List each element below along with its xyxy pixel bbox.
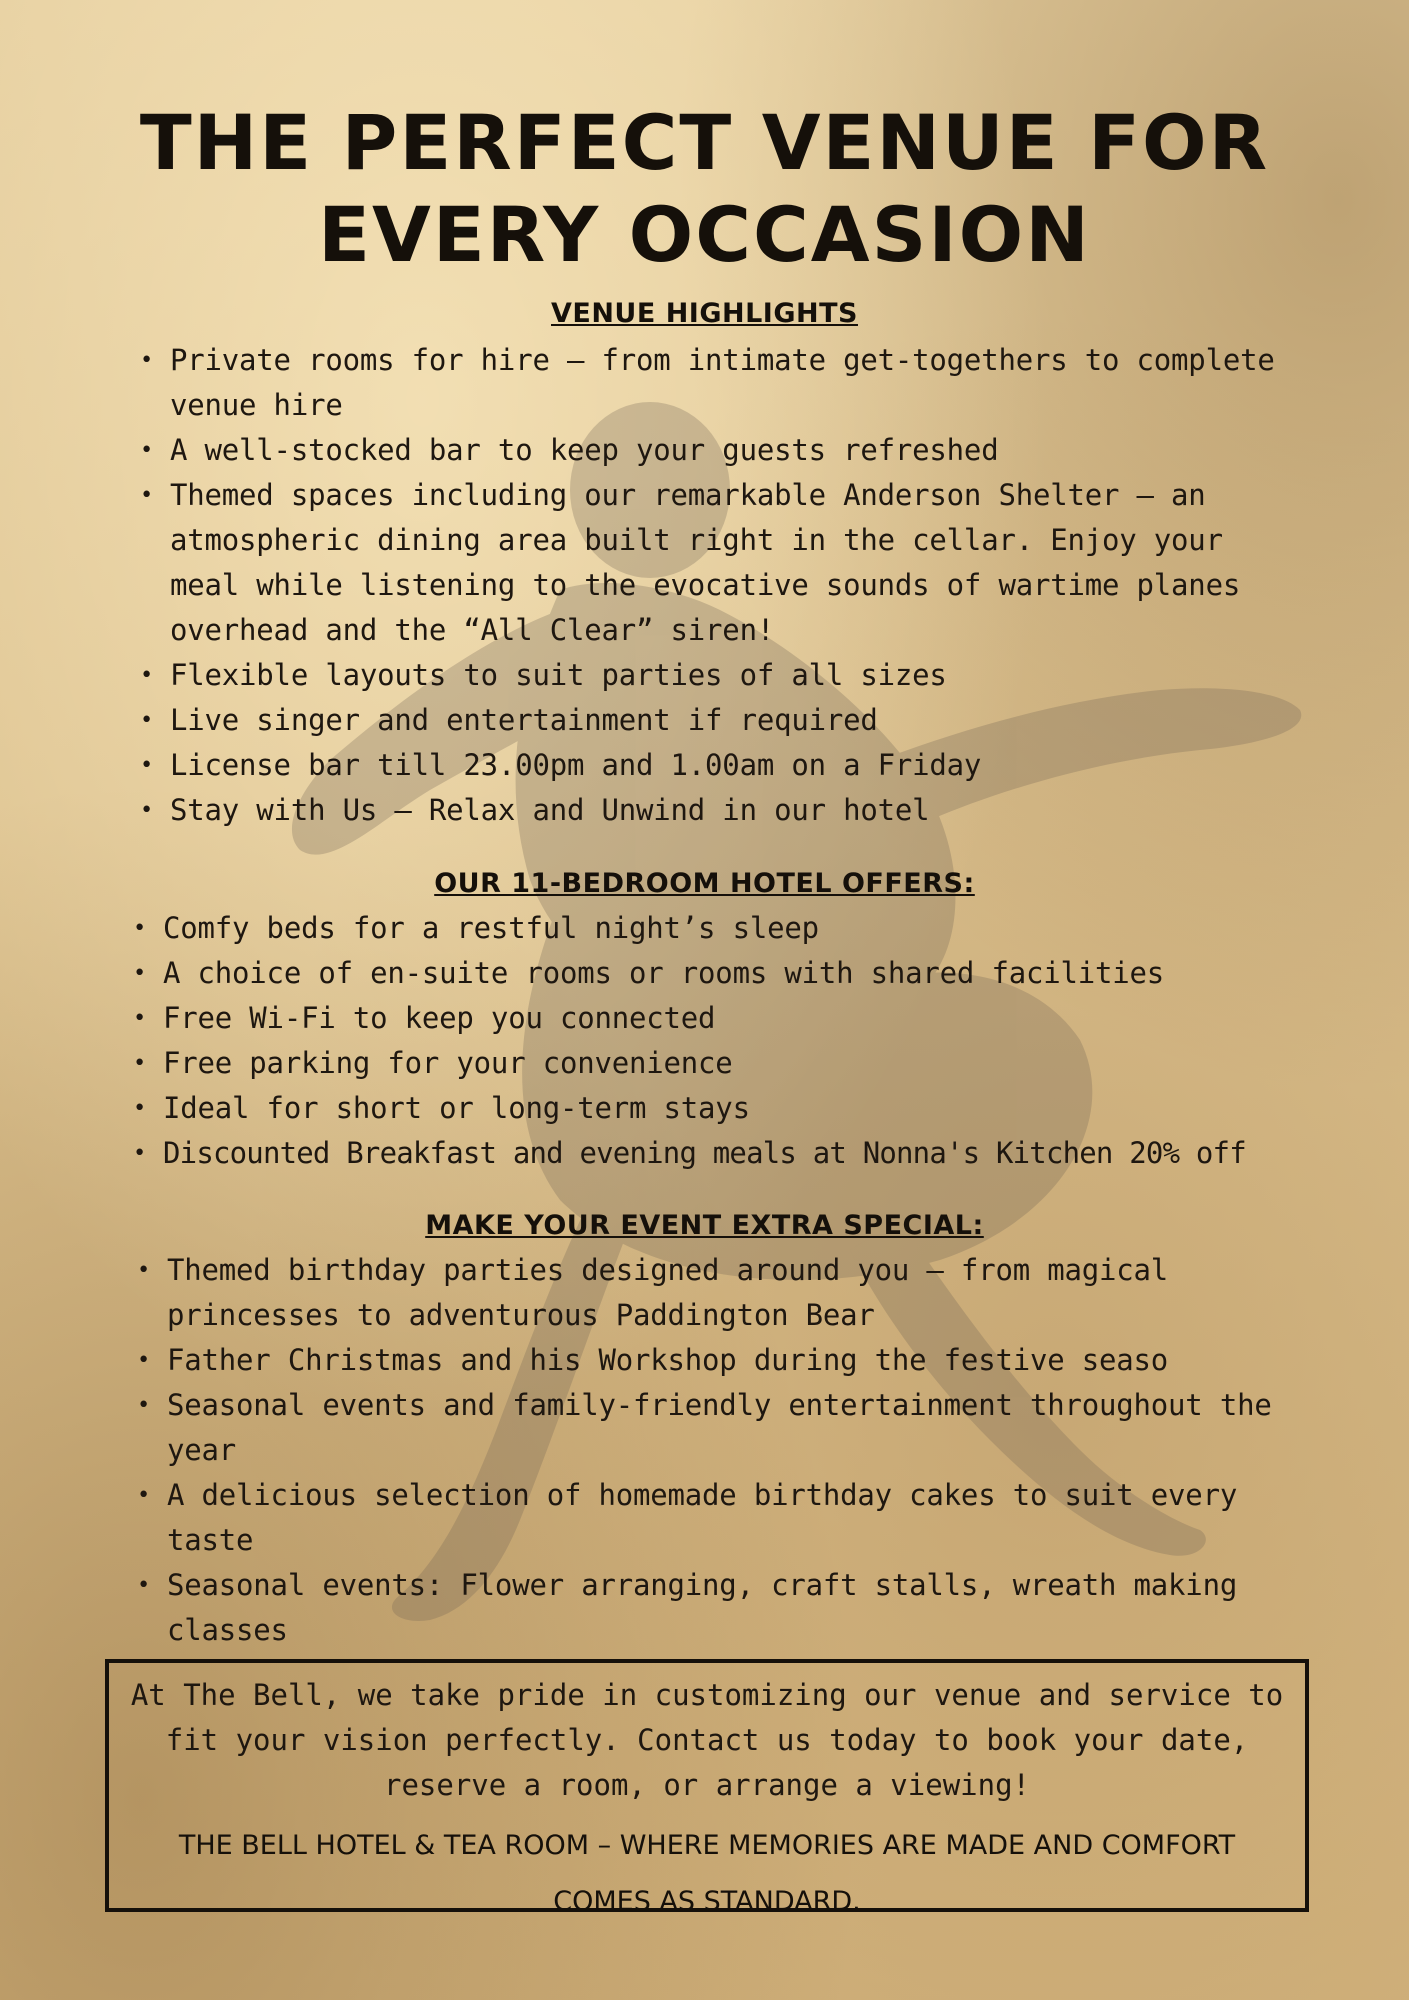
list-item: • Free parking for your convenience — [163, 1041, 1363, 1086]
list-item: • Seasonal events and family-friendly entertainment throughout the year — [167, 1383, 1287, 1473]
title-text: THE PERFECT VENUE FOR EVERY OCCASION — [139, 98, 1270, 279]
extra-special-heading: MAKE YOUR EVENT EXTRA SPECIAL: — [425, 1210, 984, 1241]
list-item: • Themed spaces including our remarkable Anderson Shelter – an atmospheric dining area built right in the cellar. Enjoy your meal while listening to the evocative sounds of wartime planes overhead and the “All Clear” siren! — [170, 473, 1290, 653]
extra-special-list — [167, 1248, 1287, 1653]
page-title — [0, 97, 1409, 281]
list-item: • License bar till 23.00pm and 1.00am on a Friday — [170, 743, 1320, 788]
list-item: • Themed birthday parties designed around you – from magical princesses to adventurous Paddington Bear — [167, 1248, 1287, 1338]
hotel-offers-heading: OUR 11-BEDROOM HOTEL OFFERS: — [434, 868, 975, 899]
list-item: • A choice of en-suite rooms or rooms with shared facilities — [163, 951, 1363, 996]
hotel-offers-list — [163, 906, 1363, 1176]
list-item: • Father Christmas and his Workshop during the festive seaso — [167, 1338, 1287, 1383]
hotel-tagline: THE BELL HOTEL & TEA ROOM – WHERE MEMORIES ARE MADE AND COMFORT COMES AS STANDARD. — [178, 1830, 1236, 1917]
list-item: • Discounted Breakfast and evening meals at Nonna's Kitchen 20% off — [163, 1131, 1363, 1176]
list-item: • Comfy beds for a restful night’s sleep — [163, 906, 1363, 951]
list-item: • Ideal for short or long-term stays — [163, 1086, 1363, 1131]
venue-highlights-list — [170, 338, 1320, 833]
list-item: • A well-stocked bar to keep your guests refreshed — [170, 428, 1320, 473]
list-item: • A delicious selection of homemade birthday cakes to suit every taste — [167, 1473, 1287, 1563]
list-item: • Free Wi-Fi to keep you connected — [163, 996, 1363, 1041]
list-item: • Live singer and entertainment if required — [170, 698, 1320, 743]
contact-callout-box — [105, 1659, 1309, 1917]
venue-highlights-heading: VENUE HIGHLIGHTS — [551, 298, 858, 329]
list-item: • Private rooms for hire – from intimate get-togethers to complete venue hire — [170, 338, 1320, 428]
list-item: • Stay with Us – Relax and Unwind in our hotel — [170, 788, 1320, 833]
list-item: • Flexible layouts to suit parties of all sizes — [170, 653, 1320, 698]
contact-callout-text: At The Bell, we take pride in customizing our venue and service to fit your vision perfectly. Contact us today to book your date, reserve a room, or arrange a viewing! — [130, 1678, 1284, 1802]
list-item: • Seasonal events: Flower arranging, craft stalls, wreath making classes — [167, 1563, 1287, 1653]
